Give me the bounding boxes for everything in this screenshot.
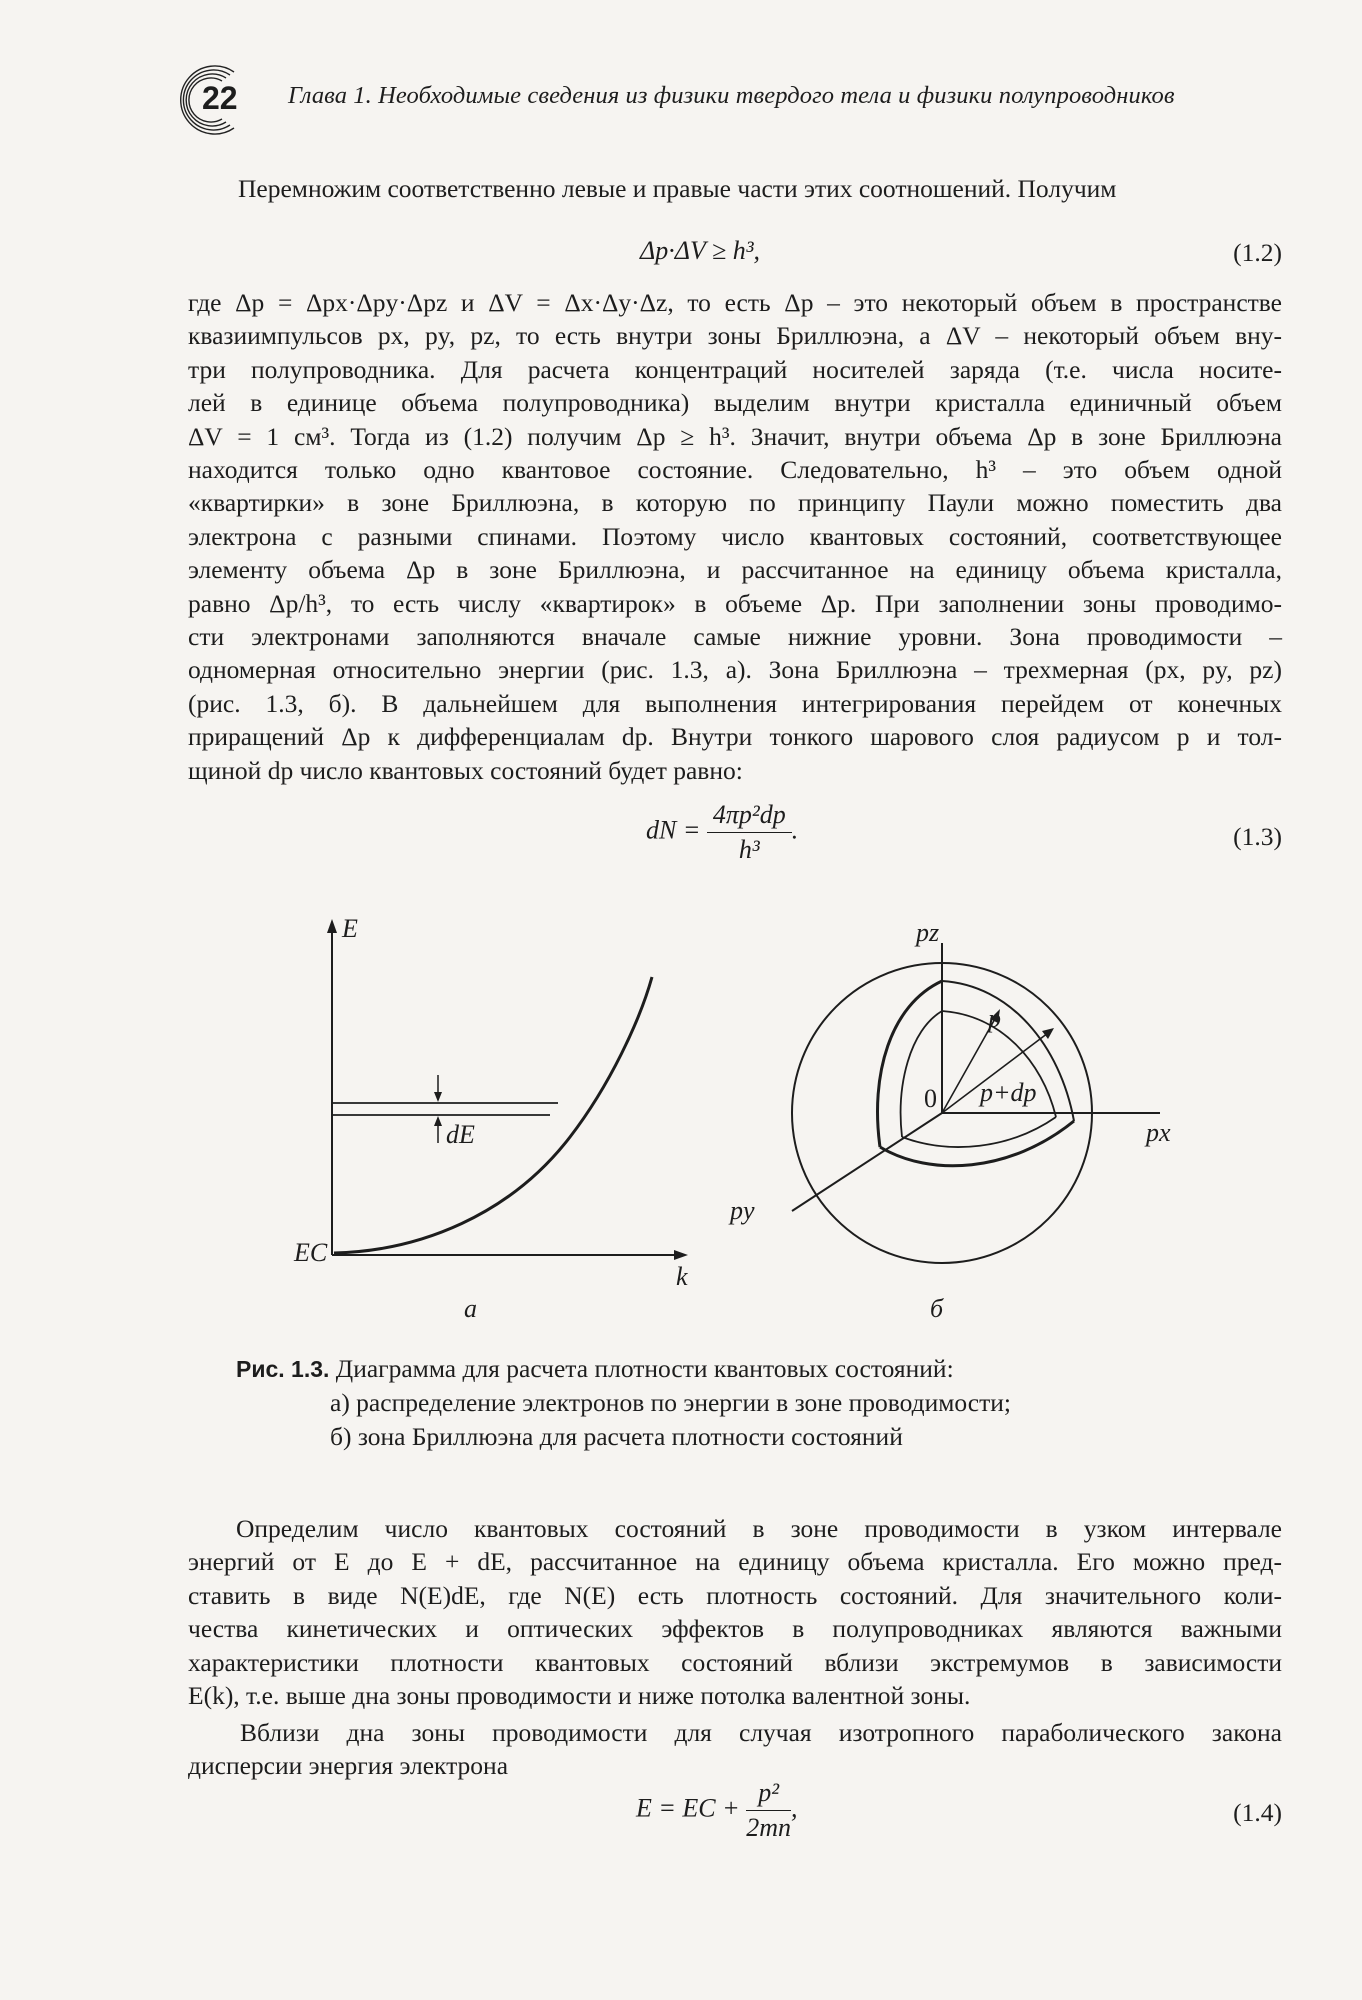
text-line: одномерная относительно энергии (рис. 1.3, а). Зона Бриллюэна – трехмерная (px, py, pz) [188,655,1282,685]
de-arrow-up-icon [434,1116,442,1126]
text-line: дисперсии энергия электрона [188,1751,509,1781]
eq-1-3-denominator: h³ [738,835,760,864]
e-axis-arrow-icon [327,919,337,933]
axis-label-py: py [730,1196,755,1225]
intro-line: Перемножим соответственно левые и правые части этих соотношений. Получим [238,174,1117,203]
text-line: квазиимпульсов px, py, pz, то есть внутри зоны Бриллюэна, а ΔV – некоторый объем вну- [188,321,1282,351]
figure-a-diagram [270,915,710,1315]
text-line: (рис. 1.3, б). В дальнейшем для выполнения интегрирования перейдем от конечных [188,688,1282,718]
text-line: равно Δp/h³, то есть числу «квартирок» в объеме Δp. При заполнении зоны проводимо- [188,588,1282,618]
text-line: характеристики плотности квантовых состояний вблизи экстремумов в зависимости [188,1647,1282,1677]
axis-label-e: E [342,914,358,943]
eq-1-4-numerator: p² [746,1778,791,1811]
text-line: «квартирки» в зоне Бриллюэна, в которую по принципу Паули можно поместить два [188,488,1282,518]
eq-1-3-numerator: 4πp²dp [707,800,792,833]
text-line: ΔV = 1 см³. Тогда из (1.2) получим Δp ≥ h³. Значит, внутри объема Δp в зоне Бриллюэна [188,421,1282,451]
label-de: dE [446,1120,475,1149]
eq-1-3-fraction [707,800,792,865]
chapter-title: Глава 1. Необходимые сведения из физики твердого тела и физики полупроводников [288,82,1175,109]
shell-inner-bottom [902,1117,1056,1147]
text-line: ставить в виде N(E)dE, где N(E) есть плотность состояний. Для значительного коли- [188,1580,1282,1610]
text-line: элементу объема Δp в зоне Бриллюэна, и рассчитанное на единицу объема кристалла, [188,555,1282,585]
panel-label-b: б [930,1294,944,1323]
text-line: приращений Δp к дифференциалам dp. Внутри тонкого шарового слоя радиусом p и тол- [188,722,1282,752]
de-arrow-down-icon [434,1092,442,1102]
origin-label: 0 [924,1084,937,1113]
paragraph-1 [188,286,1282,787]
label-ec: EC [294,1238,328,1267]
caption-line-a: а) распределение электронов по энергии в зоне проводимости; [330,1388,1011,1417]
eq-1-3-tail: . [791,815,799,845]
page-number: 22 [202,80,238,116]
k-axis-arrow-icon [674,1250,688,1260]
text-line: чества кинетических и оптических эффектов в полупроводниках являются важными [188,1614,1282,1644]
text-line: лей в единице объема полупроводника) выделим внутри кристалла единичный объем [188,388,1282,418]
text-line: электрона с разными спинами. Поэтому число квантовых состояний, соответствующее [188,521,1282,551]
caption-title: Диаграмма для расчета плотности квантовых состояний: [335,1354,954,1383]
text-line: сти электронами заполняются вначале самые нижние уровни. Зона проводимости – [188,622,1282,652]
text-line: где Δp = Δpx·Δpy·Δpz и ΔV = Δx·Δy·Δz, то есть Δp – это некоторый объем в пространстве [188,288,1282,317]
paragraph-2 [188,1512,1282,1712]
paragraph-3 [188,1716,1282,1783]
axis-label-pz: pz [916,918,940,947]
equation-1-4 [636,1778,797,1843]
shell-outer-left [878,981,942,1147]
axis-label-k: k [676,1262,688,1291]
panel-label-a: а [464,1294,477,1323]
axis-label-px: px [1146,1118,1171,1147]
eq-1-4-tail: , [790,1793,798,1823]
text-line: находится только одно квантовое состояние. Следовательно, h³ – это объем одной [188,455,1282,485]
text-line: Вблизи дна зоны проводимости для случая изотропного параболического закона [240,1718,1282,1747]
eq-1-3-lhs: dN = [646,815,701,845]
caption-label: Рис. 1.3. [236,1356,330,1382]
equation-1-2: Δp·ΔV ≥ h³, [640,236,760,265]
figure-b-diagram [760,915,1180,1335]
text-line: щиной dp число квантовых состояний будет равно: [188,755,743,785]
text-line: три полупроводника. Для расчета концентраций носителей заряда (т.е. числа носите- [188,354,1282,384]
eq-1-4-lhs: E = EC + [636,1793,740,1823]
pdp-vector-arrow-icon [1042,1028,1054,1039]
label-p-plus-dp: p+dp [980,1078,1037,1107]
text-line: Определим число квантовых состояний в зоне проводимости в узком интервале [236,1514,1282,1543]
text-line: энергий от E до E + dE, рассчитанное на единицу объема кристалла. Его можно пред- [188,1547,1282,1577]
eq-1-4-denominator: 2mn [746,1813,791,1842]
eq-1-4-fraction [746,1778,791,1843]
equation-1-4-number: (1.4) [1233,1798,1282,1827]
shell-outer-bottom [880,1121,1074,1166]
caption-line-b: б) зона Бриллюэна для расчета плотности состояний [330,1422,903,1451]
equation-1-3-number: (1.3) [1233,822,1282,851]
text-line: E(k), т.е. выше дна зоны проводимости и ниже потолка валентной зоны. [188,1681,971,1711]
equation-1-3 [646,800,798,865]
equation-1-2-number: (1.2) [1233,238,1282,267]
figure-caption [236,1354,954,1384]
label-p: p [988,1004,1001,1033]
